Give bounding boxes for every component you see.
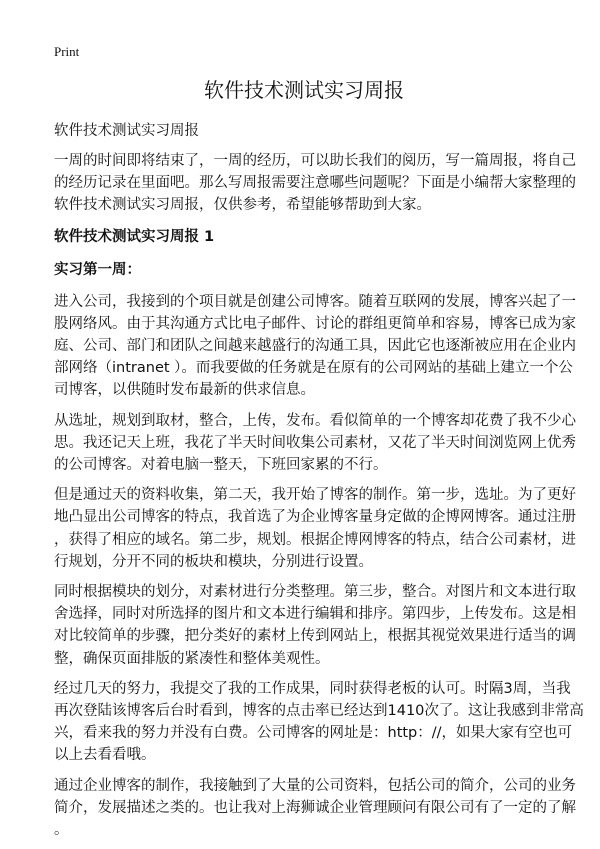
text-line: 从选址，规划到取材，整合，上传，发布。看似简单的一个博客却花费了我不少心 xyxy=(54,412,576,429)
text-line: 简介，发展描述之类的。也让我对上海狮诚企业管理顾问有限公司有了一定的了解 xyxy=(54,799,576,816)
text-line: 庭、公司、部门和团队之间越来越盛行的沟通工具，因此它也逐渐被应用在企业内 xyxy=(54,338,576,355)
text-line: 再次登陆该博客后台时看到，博客的点击率已经达到1410次了。这让我感到非常高 xyxy=(54,703,584,720)
text-line: 对比较简单的步骤，把分类好的素材上传到网站上，根据其视觉效果进行适当的调 xyxy=(54,628,576,645)
paragraph xyxy=(54,775,576,842)
print-link[interactable]: Print xyxy=(54,44,80,59)
section-heading: 软件技术测试实习周报 1 xyxy=(54,228,215,245)
text-line: 整，确保页面排版的紧凑性和整体美观性。 xyxy=(54,650,330,667)
subsection-heading: 实习第一周： xyxy=(54,261,141,278)
paragraph xyxy=(54,678,584,767)
body-text xyxy=(54,291,584,842)
text-line: 兴，看来我的努力并没有白费。公司博客的网址是：http：//，如果大家有空也可 xyxy=(54,725,573,742)
text-line: 一周的时间即将结束了，一周的经历，可以助长我们的阅历，写一篇周报，将自己 xyxy=(54,153,576,169)
text-line: 司博客，以供随时发布最新的供求信息。 xyxy=(54,382,315,399)
text-line: 部网络（intranet ）。而我要做的任务就是在原有的公司网站的基础上建立一个公 xyxy=(54,360,573,377)
paragraph xyxy=(54,581,576,670)
subtitle: 软件技术测试实习周报 xyxy=(54,123,199,139)
document-page xyxy=(54,44,584,849)
text-line: 的公司博客。对着电脑一整天，下班回家累的不行。 xyxy=(54,457,388,474)
paragraph xyxy=(54,410,576,477)
text-line: 进入公司，我接到的个项目就是创建公司博客。随着互联网的发展，博客兴起了一 xyxy=(54,293,576,310)
text-line: 软件技术测试实习周报，仅供参考，希望能够帮助到大家。 xyxy=(54,197,431,214)
text-line: 以上去看看哦。 xyxy=(54,747,156,764)
text-line: ，获得了相应的域名。第二步，规划。根据企博网博客的特点，结合公司素材，进 xyxy=(54,531,576,548)
text-line: 思。我还记天上班，我花了半天时间收集公司素材，又花了半天时间浏览网上优秀 xyxy=(54,434,576,451)
text-line: 但是通过天的资料收集，第二天，我开始了博客的制作。第一步，选址。为了更好 xyxy=(54,487,576,504)
text-line: 通过企业博客的制作，我接触到了大量的公司资料，包括公司的简介，公司的业务 xyxy=(54,777,576,794)
text-line: 地凸显出公司博客的特点，我首选了为企业博客量身定做的企博网博客。通过注册 xyxy=(54,509,576,526)
text-line: 舍选择，同时对所选择的图片和文本进行编辑和排序。第四步，上传发布。这是相 xyxy=(54,606,576,623)
page-title: 软件技术测试实习周报 xyxy=(204,78,404,102)
text-line: 。 xyxy=(54,822,69,839)
text-line: 的经历记录在里面吧。那么写周报需要注意哪些问题呢？下面是小编帮大家整理的 xyxy=(54,175,576,192)
paragraph xyxy=(54,484,576,573)
text-line: 经过几天的努力，我提交了我的工作成果，同时获得老板的认可。时隔3周，当我 xyxy=(54,680,571,697)
text-line: 行规划，分开不同的板块和模块，分别进行设置。 xyxy=(54,553,373,570)
text-line: 股网络风。由于其沟通方式比电子邮件、讨论的群组更简单和容易，博客已成为家 xyxy=(54,315,576,332)
text-line: 同时根据模块的划分，对素材进行分类整理。第三步，整合。对图片和文本进行取 xyxy=(54,584,576,601)
intro-paragraph xyxy=(54,150,576,217)
paragraph xyxy=(54,291,576,402)
